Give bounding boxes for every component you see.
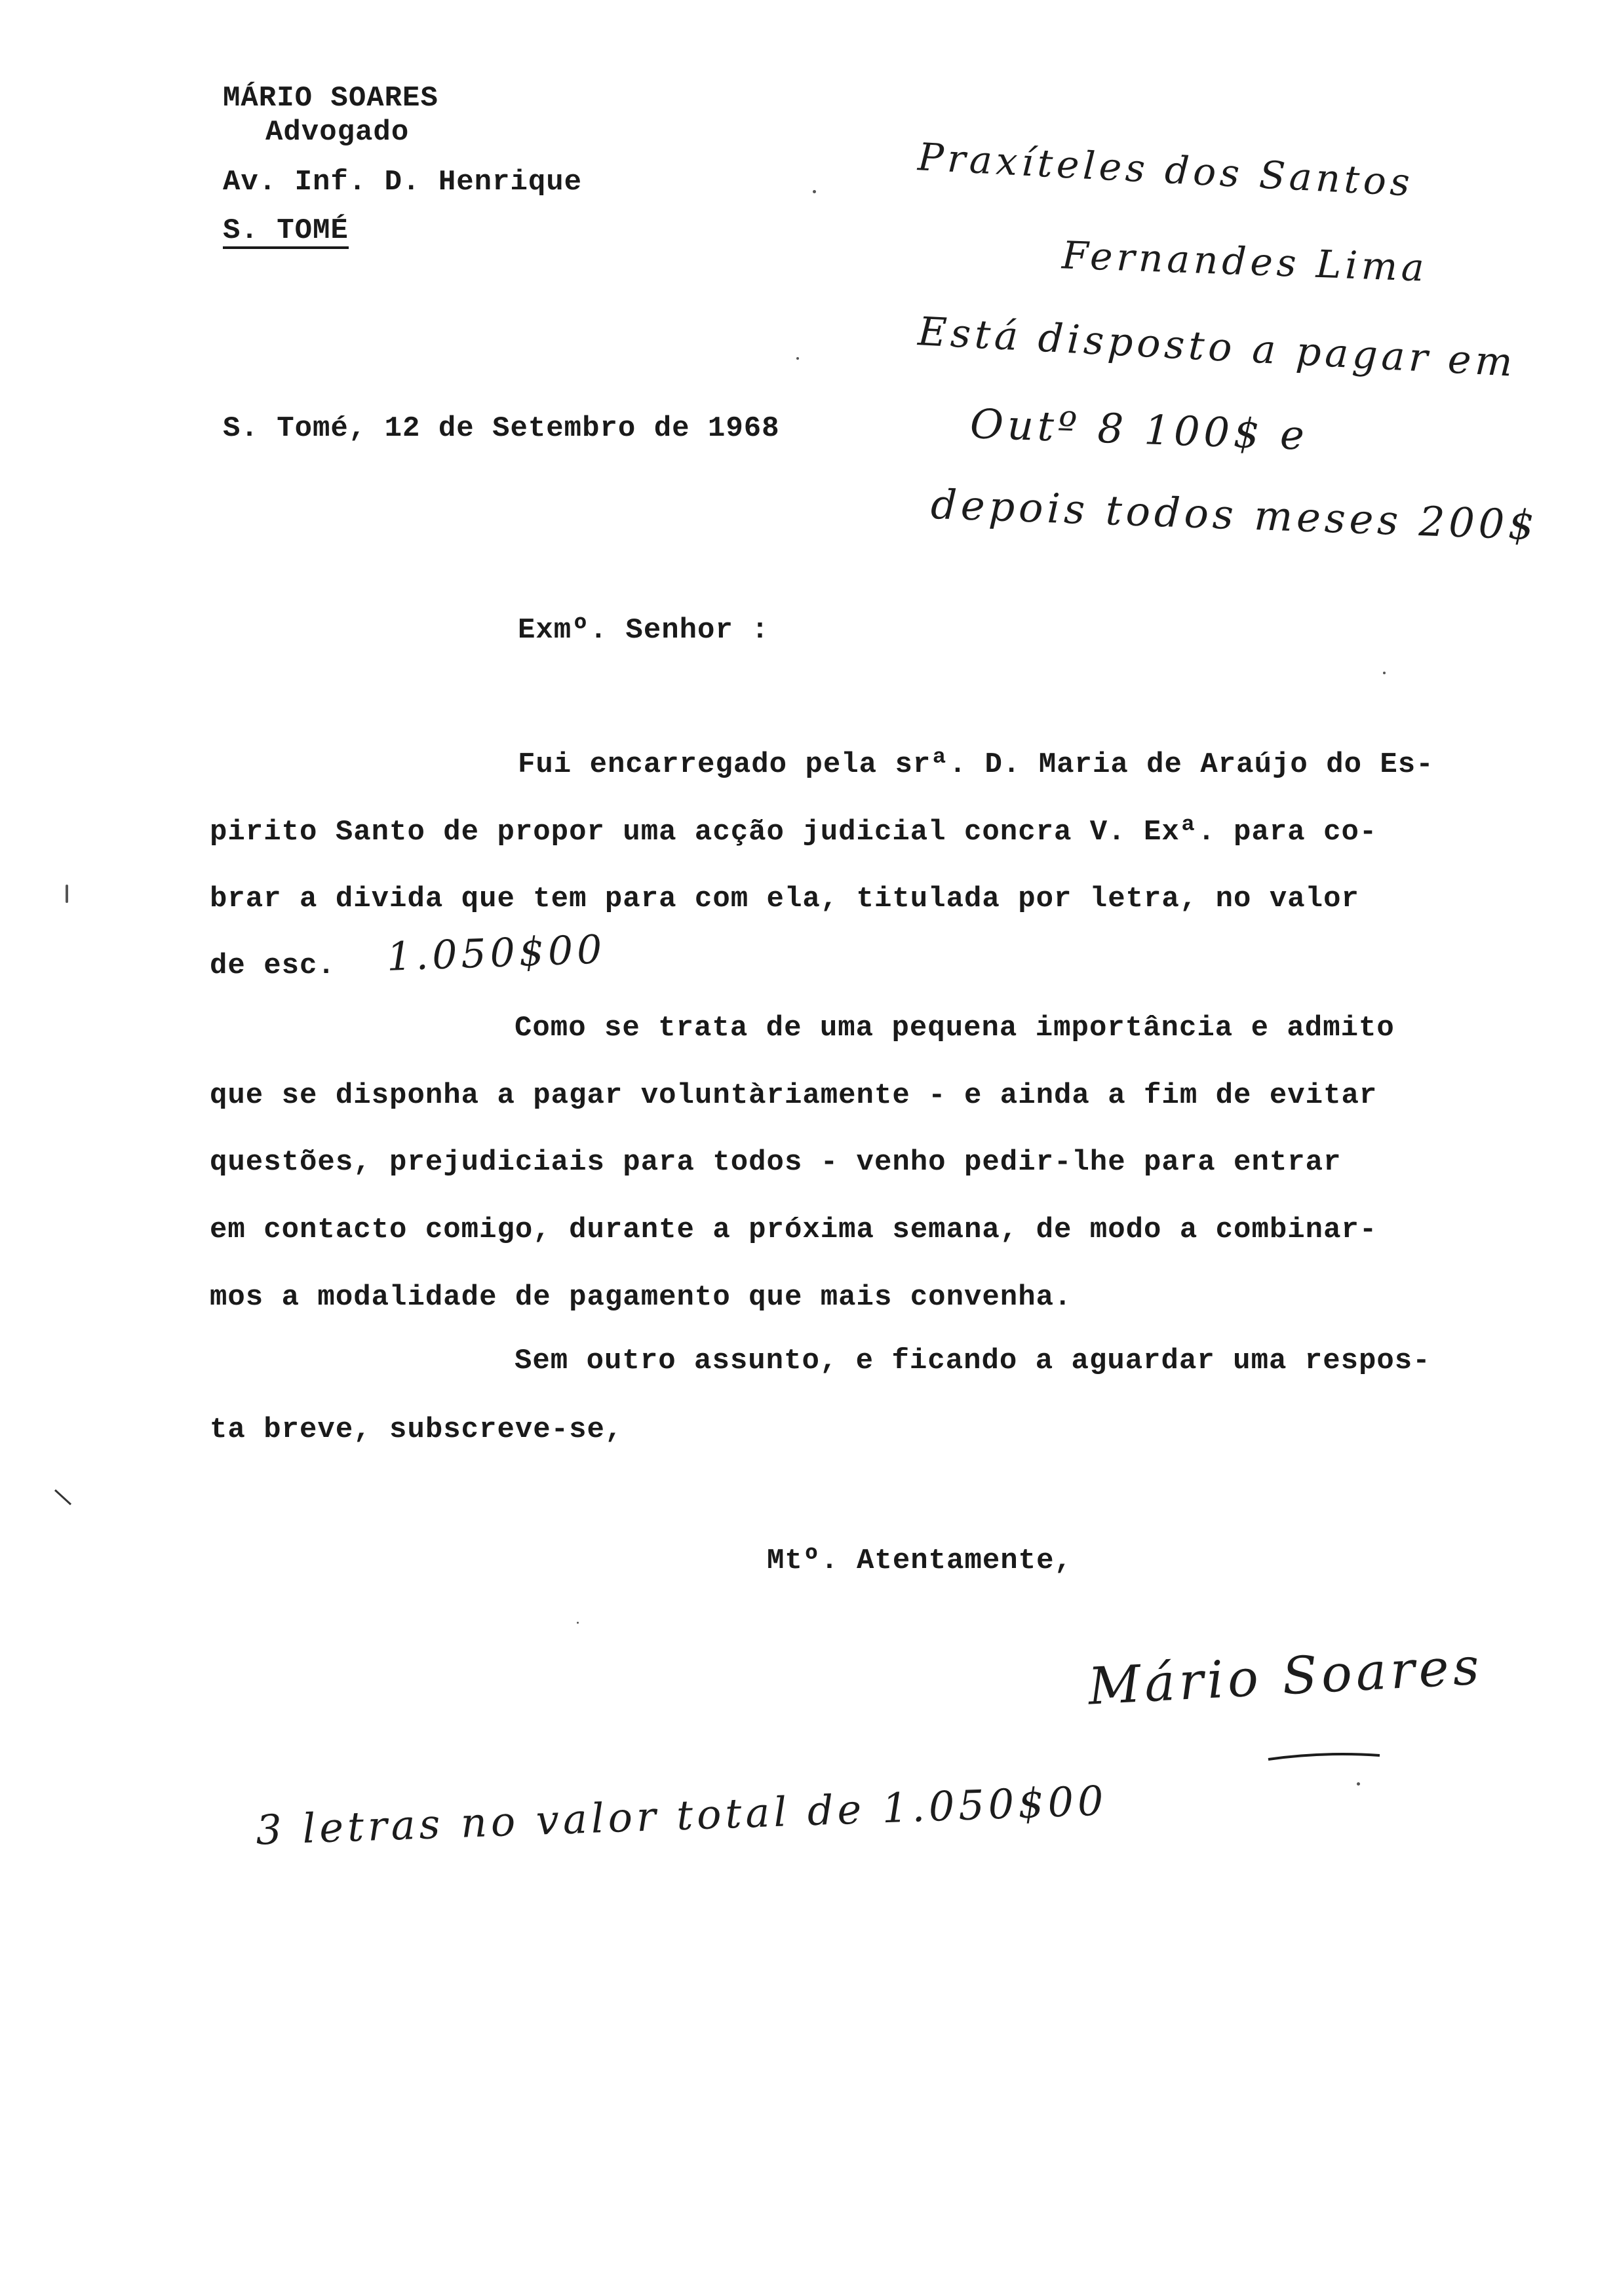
dateline: S. Tomé, 12 de Setembro de 1968 bbox=[223, 412, 780, 445]
salutation: Exmº. Senhor : bbox=[518, 614, 769, 647]
letterhead-name: MÁRIO SOARES bbox=[223, 82, 438, 115]
scan-mark bbox=[54, 1487, 73, 1507]
handwritten-note-line-3: Está disposto a pagar em bbox=[916, 309, 1518, 386]
handwritten-amount: 1.050$00 bbox=[385, 927, 607, 980]
body-line-6: que se disponha a pagar voluntàriamente - e ainda a fim de evitar bbox=[210, 1079, 1378, 1112]
body-line-7: questões, prejudiciais para todos - venho pedir-lhe para entrar bbox=[210, 1146, 1342, 1179]
signature-flourish bbox=[1265, 1746, 1383, 1766]
letterhead-title: Advogado bbox=[265, 116, 410, 149]
body-line-2: pirito Santo de propor uma acção judicial concra V. Exª. para co- bbox=[210, 816, 1378, 849]
body-line-1: Fui encarregado pela srª. D. Maria de Araújo do Es- bbox=[518, 748, 1434, 781]
scan-speck bbox=[577, 1622, 579, 1624]
letterhead-street: Av. Inf. D. Henrique bbox=[223, 166, 583, 199]
body-line-4: de esc. bbox=[210, 949, 336, 982]
scan-speck bbox=[796, 357, 799, 360]
body-line-3: brar a divida que tem para com ela, titulada por letra, no valor bbox=[210, 883, 1359, 915]
handwritten-note-line-1: Praxíteles dos Santos bbox=[916, 134, 1415, 205]
signature: Mário Soares bbox=[1087, 1637, 1485, 1717]
letterhead-city: S. TOMÉ bbox=[223, 216, 349, 249]
scan-speck bbox=[1383, 672, 1386, 674]
body-line-9: mos a modalidade de pagamento que mais convenha. bbox=[210, 1281, 1072, 1314]
scan-speck bbox=[1357, 1782, 1360, 1786]
body-line-11: ta breve, subscreve-se, bbox=[210, 1413, 623, 1446]
scan-speck bbox=[66, 885, 68, 903]
handwritten-note-line-4: Outº 8 100$ e bbox=[969, 400, 1310, 459]
scan-speck bbox=[813, 190, 816, 193]
handwritten-note-bottom: 3 letras no valor total de 1.050$00 bbox=[255, 1776, 1108, 1854]
body-line-8: em contacto comigo, durante a próxima semana, de modo a combinar- bbox=[210, 1214, 1378, 1246]
handwritten-note-line-5: depois todos meses 200$ bbox=[930, 480, 1539, 550]
body-line-10: Sem outro assunto, e ficando a aguardar uma respos- bbox=[515, 1345, 1431, 1377]
body-line-5: Como se trata de uma pequena importância e admito bbox=[515, 1012, 1395, 1044]
handwritten-note-line-2: Fernandes Lima bbox=[1060, 233, 1429, 290]
closing: Mtº. Atentamente, bbox=[767, 1544, 1072, 1577]
